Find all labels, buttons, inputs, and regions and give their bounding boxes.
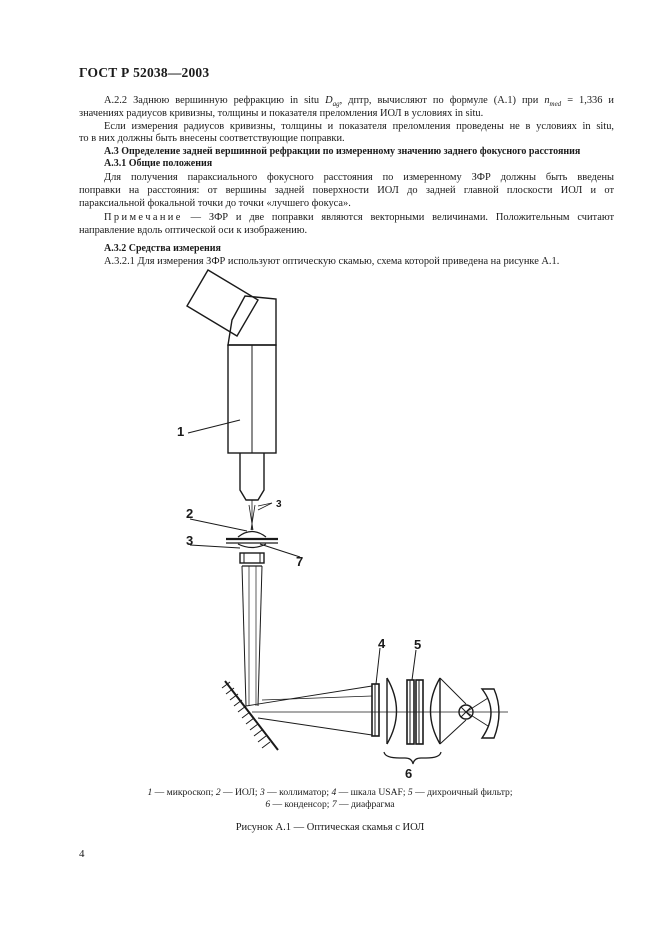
label-3-small: 3	[276, 499, 282, 510]
note-text: — ЗФР и две поправки являются векторными величинами. Положительным считают	[182, 212, 614, 223]
iol-lens	[238, 532, 266, 538]
microscope-objective	[240, 453, 264, 500]
paragraph-a321: А.3.2.1 Для измерения ЗФР используют оптическую скамью, схема которой приведена на рисунке А.1.	[104, 256, 560, 267]
legend-num: 3	[259, 787, 265, 798]
figure-caption: Рисунок А.1 — Оптическая скамья с ИОЛ	[235, 822, 425, 833]
paragraph-note-measurements-line1: Если измерения радиусов кривизны, толщины и показателя преломления проведены не в условиях in situ,	[104, 121, 614, 132]
legend-text: — микроскоп;	[152, 787, 216, 798]
paragraph-note-measurements-line2: то в них должны быть внесены соответствующие поправки.	[79, 133, 345, 144]
paragraph-a31-line1: Для получения параксиального фокусного расстояния по измеренному ЗФР должны быть введены	[104, 172, 614, 183]
legend-text: — диафрагма	[336, 799, 395, 810]
label-2: 2	[186, 506, 194, 521]
legend-text: — шкала USAF;	[336, 787, 408, 798]
legend-num: 7	[331, 799, 337, 810]
label-6: 6	[405, 766, 413, 781]
paragraph-a31-line2: поправки на расстояния: от вершины задней поверхности ИОЛ до задней главной плоскости ИОЛ и от	[79, 185, 614, 196]
subscript-med: med	[549, 100, 562, 109]
label-7: 7	[296, 554, 304, 569]
symbol-n: n	[544, 95, 550, 106]
figure-legend-line1	[120, 787, 540, 800]
paragraph-a22-line2: значениях радиусов кривизны, толщины и показателя преломления ИОЛ в условиях in situ.	[79, 108, 484, 119]
figure-legend-line2	[120, 799, 540, 812]
label-4: 4	[378, 636, 386, 651]
label-5: 5	[414, 637, 422, 652]
text-segment: = 1,336 и	[561, 95, 614, 106]
legend-num: 5	[407, 787, 413, 798]
label-3: 3	[186, 533, 194, 548]
label-1: 1	[177, 424, 185, 439]
text-segment: А.2.2 Заднюю вершинную рефракцию in situ	[104, 95, 326, 106]
page-number: 4	[79, 848, 85, 860]
section-heading-a3: А.3 Определение задней вершинной рефракции по измеренному значению заднего фокусного расстояния	[104, 146, 581, 157]
section-heading-a31: А.3.1 Общие положения	[104, 158, 213, 169]
section-heading-a32: А.3.2 Средства измерения	[104, 243, 221, 254]
text-segment: , дптр, вычисляют по формуле (А.1) при	[339, 95, 545, 106]
document-header: ГОСТ Р 52038—2003	[79, 65, 210, 80]
legend-num: 4	[331, 787, 337, 798]
legend-text: — конденсор;	[270, 799, 332, 810]
mirror	[225, 681, 278, 750]
legend-text: — ИОЛ;	[220, 787, 260, 798]
legend-num: 6	[265, 799, 271, 810]
subscript-ag: ag	[332, 100, 340, 109]
reflector	[482, 689, 499, 738]
note-line2: направление вдоль оптической оси к изображению.	[79, 225, 308, 236]
legend-num: 2	[215, 787, 221, 798]
condenser-bracket	[384, 752, 441, 764]
legend-text: — дихроичный фильтр;	[412, 787, 513, 798]
condenser-lens-1	[387, 678, 397, 744]
microscope-eyepiece	[187, 270, 276, 345]
condenser-lens-2	[431, 678, 441, 744]
symbol-d: D	[325, 95, 333, 106]
legend-text: — коллиматор;	[264, 787, 332, 798]
paragraph-a31-line3: параксиальной фокальной точки до точки «лучшего фокуса».	[79, 198, 351, 209]
legend-num: 1	[147, 787, 153, 798]
note-label: Примечание	[104, 212, 183, 223]
